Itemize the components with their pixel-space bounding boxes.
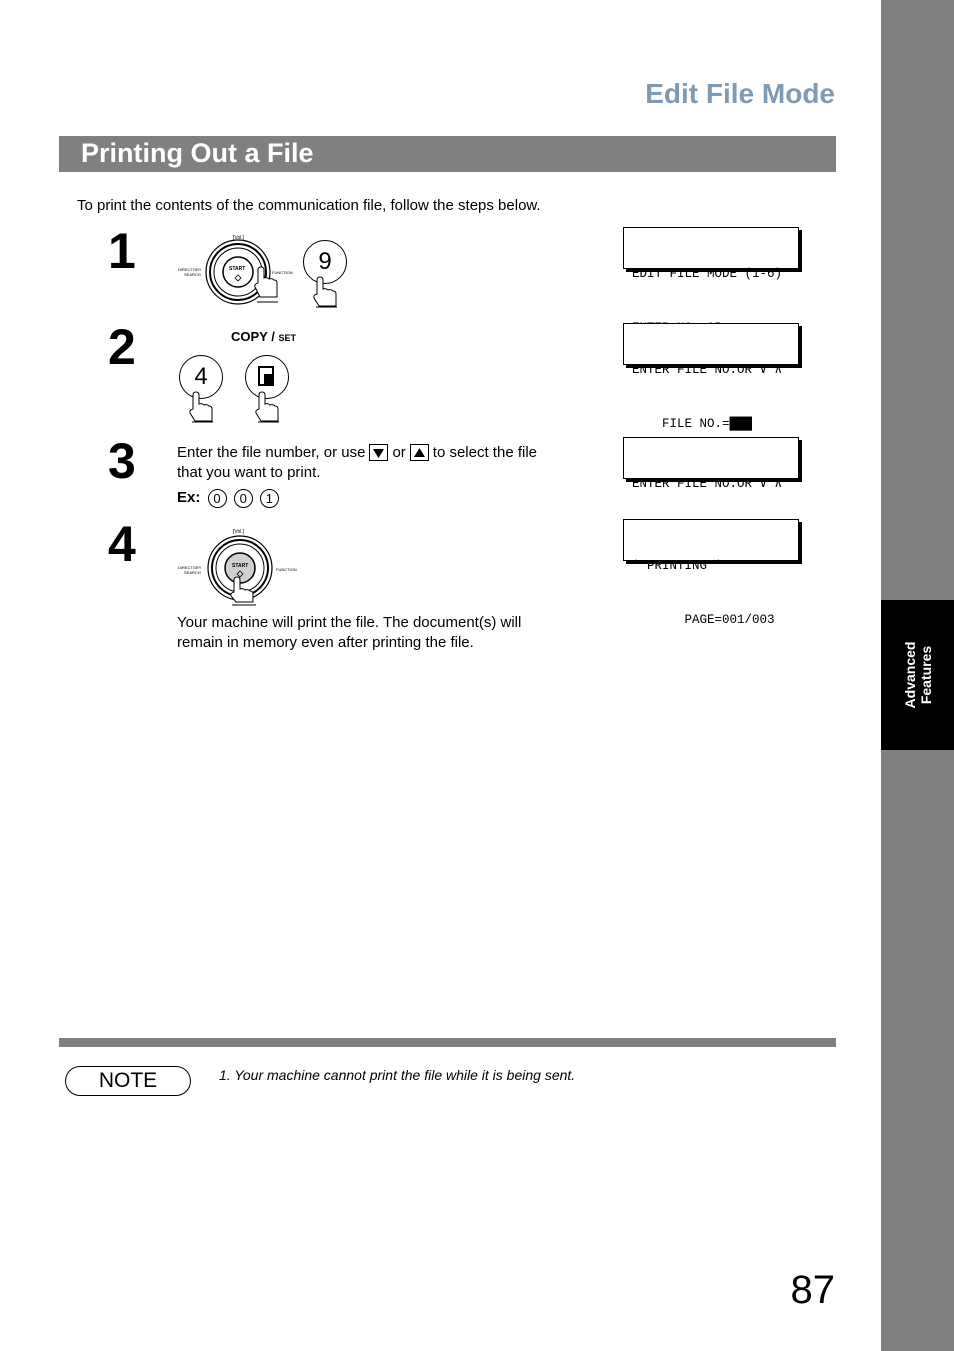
digit-0-key: 0 [234, 489, 253, 508]
function-label: FUNCTION [272, 270, 293, 275]
down-triangle-icon [370, 445, 387, 460]
note-badge: NOTE [65, 1066, 191, 1096]
function-label: FUNCTION [276, 567, 297, 572]
directory-label: DIRECTORY [178, 565, 202, 570]
note-text: 1. Your machine cannot print the file while it is being sent. [219, 1067, 576, 1083]
lcd-display-step-1: EDIT FILE MODE (1-6) [623, 227, 799, 269]
start-button-press-illustration [176, 526, 306, 608]
note-divider [59, 1038, 836, 1047]
search-label: SEARCH [184, 570, 201, 575]
start-label: START [229, 266, 246, 272]
pointing-hand-icon [253, 391, 283, 423]
sidebar-tab-label: Advanced Features [901, 641, 934, 709]
sidebar-tab-advanced-features[interactable] [881, 600, 954, 750]
start-label: START [232, 563, 249, 569]
page-number: 87 [790, 1268, 835, 1312]
lcd-display-step-2: ENTER FILE NO.OR ∨ ∧ FILE NO.=███ [623, 323, 799, 365]
step-4-number: 4 [108, 516, 136, 572]
down-arrow-key[interactable] [369, 444, 388, 461]
page-title: Printing Out a File [81, 138, 314, 168]
step-4-description: Your machine will print the file. The document(s) will remain in memory even after printing the file. [177, 614, 522, 651]
lcd-display-step-3: ENTER FILE NO.OR ∨ ∧ [623, 437, 799, 479]
key-9-button[interactable]: 9 [303, 240, 347, 284]
section-title: Edit File Mode [645, 78, 835, 109]
example-label: Ex: [177, 489, 201, 506]
dial-top-label: [Vol.] [233, 235, 245, 241]
copy-set-label: COPY / SET [231, 329, 296, 344]
digit-1-key: 1 [260, 489, 279, 508]
directory-label: DIRECTORY [178, 267, 202, 272]
step-1-number: 1 [108, 223, 136, 279]
lcd-display-step-4: * PRINTING * PAGE=001/003 [623, 519, 799, 561]
intro-text: To print the contents of the communication file, follow the steps below. [77, 197, 541, 214]
step-3-instructions: Enter the file number, or use or to select the file that you want to print. Ex: 0 0 1 [177, 444, 538, 506]
pointing-hand-icon [187, 391, 217, 423]
search-label: SEARCH [184, 272, 201, 277]
up-triangle-icon [411, 445, 428, 460]
step-3-number: 3 [108, 433, 136, 489]
pointing-hand-icon [311, 276, 341, 308]
up-arrow-key[interactable] [410, 444, 429, 461]
key-4-button[interactable]: 4 [179, 355, 223, 399]
digit-0-key: 0 [208, 489, 227, 508]
dial-top-label: [Vol.] [233, 529, 245, 535]
page-title-banner [59, 136, 836, 172]
step-2-number: 2 [108, 319, 136, 375]
